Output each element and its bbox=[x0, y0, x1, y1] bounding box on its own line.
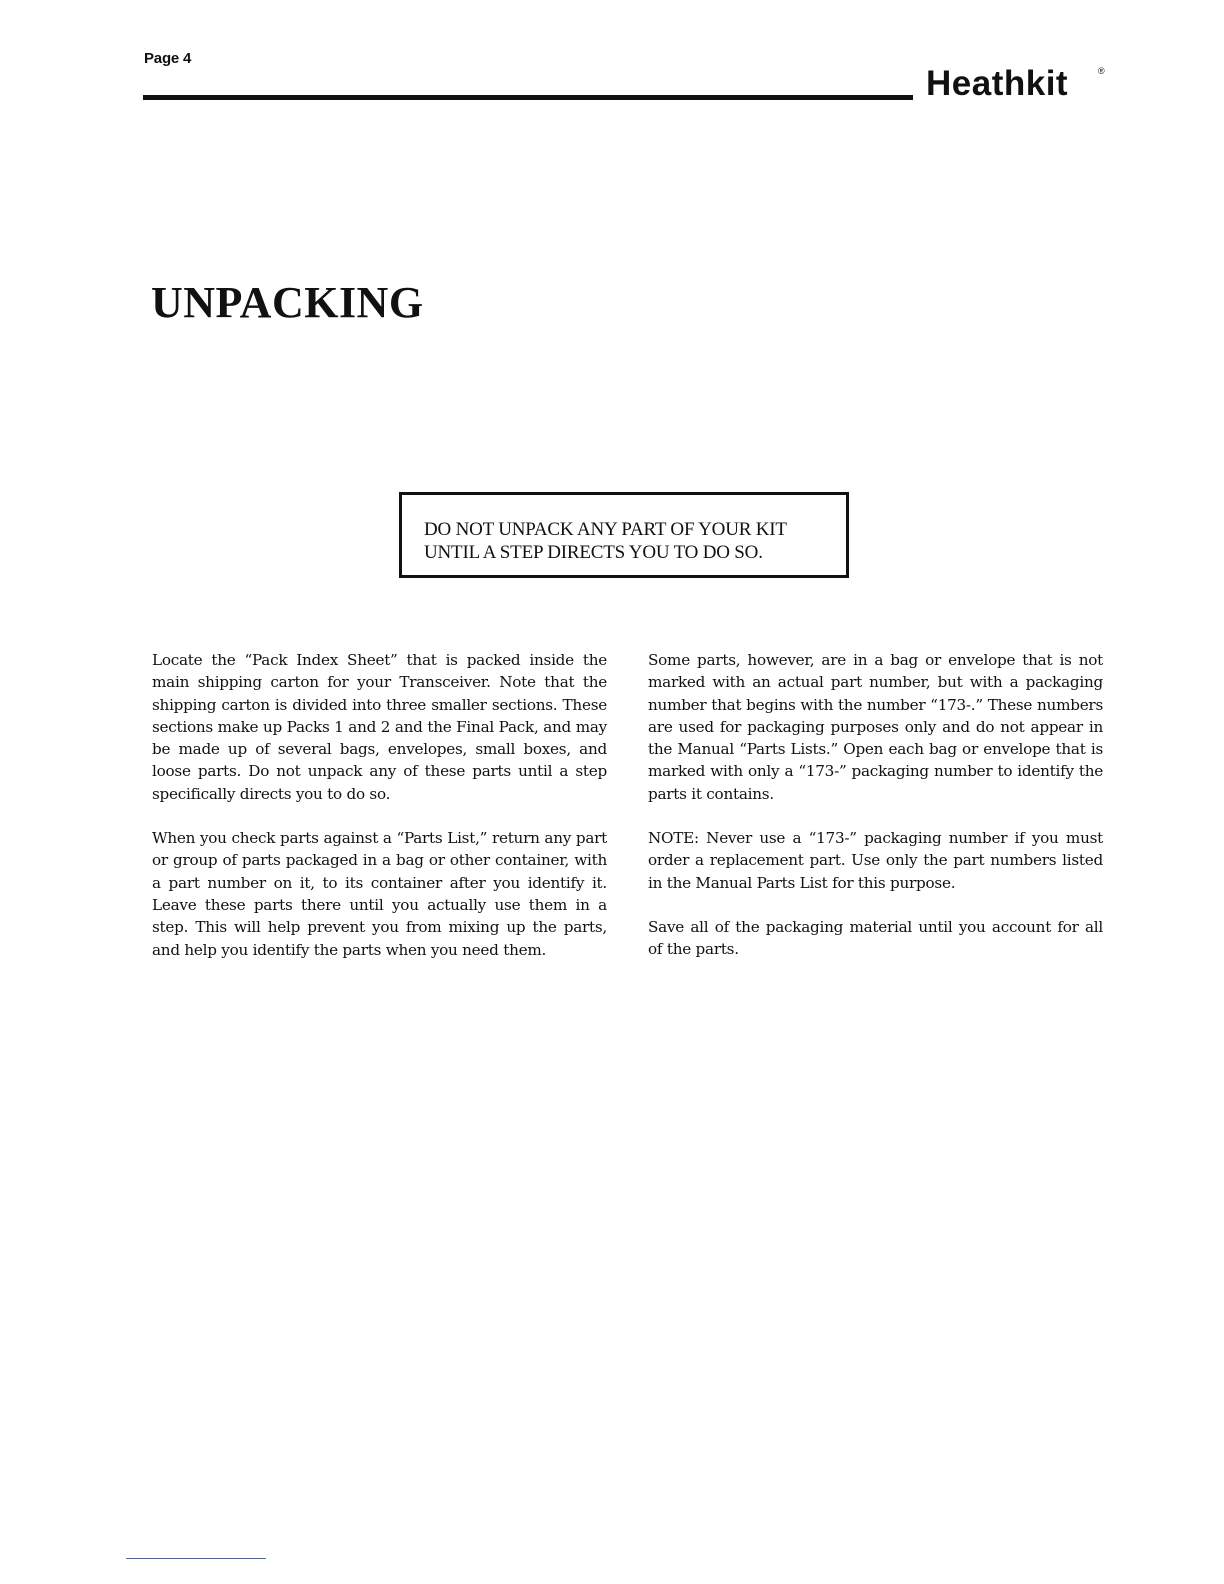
paragraph-packaging-numbers: Some parts, however, are in a bag or envelope that is not marked with an actual part number, but with a packaging number that begins with the number “173-.” These numbers are used for packaging purposes only and do not appear in the Manual “Parts Lists.” Open each bag or envelope that is marked with only a “173-” packaging number to identify the parts it contains. bbox=[648, 651, 1103, 803]
paragraph-parts-list-check: When you check parts against a “Parts List,” return any part or group of parts packaged in a bag or other container, with a part number on it, to its container after you identify it. Leave these parts there until you actually use them in a step. This will help prevent you from mixing up the parts, and help you identify the parts when you need them. bbox=[152, 829, 607, 959]
header-rule bbox=[143, 95, 913, 100]
footer-rule bbox=[126, 1558, 266, 1559]
paragraph-pack-index: Locate the “Pack Index Sheet” that is packed inside the main shipping carton for your Transceiver. Note that the shipping carton is divided into three smaller sections. These sections make up Packs 1 and 2 and the Final Pack, and may be made up of several bags, envelopes, small boxes, and loose parts. Do not unpack any of these parts until a step specifically directs you to do so. bbox=[152, 651, 607, 803]
page-number: Page 4 bbox=[144, 50, 192, 67]
right-column bbox=[648, 649, 1103, 983]
section-title: UNPACKING bbox=[151, 278, 424, 327]
paragraph-save-packaging: Save all of the packaging material until you account for all of the parts. bbox=[648, 917, 1103, 959]
registered-mark: ® bbox=[1098, 66, 1105, 76]
warning-line-1: DO NOT UNPACK ANY PART OF YOUR KIT bbox=[424, 519, 787, 540]
warning-line-2: UNTIL A STEP DIRECTS YOU TO DO SO. bbox=[424, 542, 763, 563]
left-column bbox=[152, 649, 607, 983]
warning-notice-box bbox=[399, 492, 849, 578]
brand-logo: Heathkit bbox=[926, 64, 1069, 103]
paragraph-note-replacement: NOTE: Never use a “173-” packaging number if you must order a replacement part. Use only the part numbers listed in the Manual Parts List for this purpose. bbox=[648, 829, 1103, 892]
